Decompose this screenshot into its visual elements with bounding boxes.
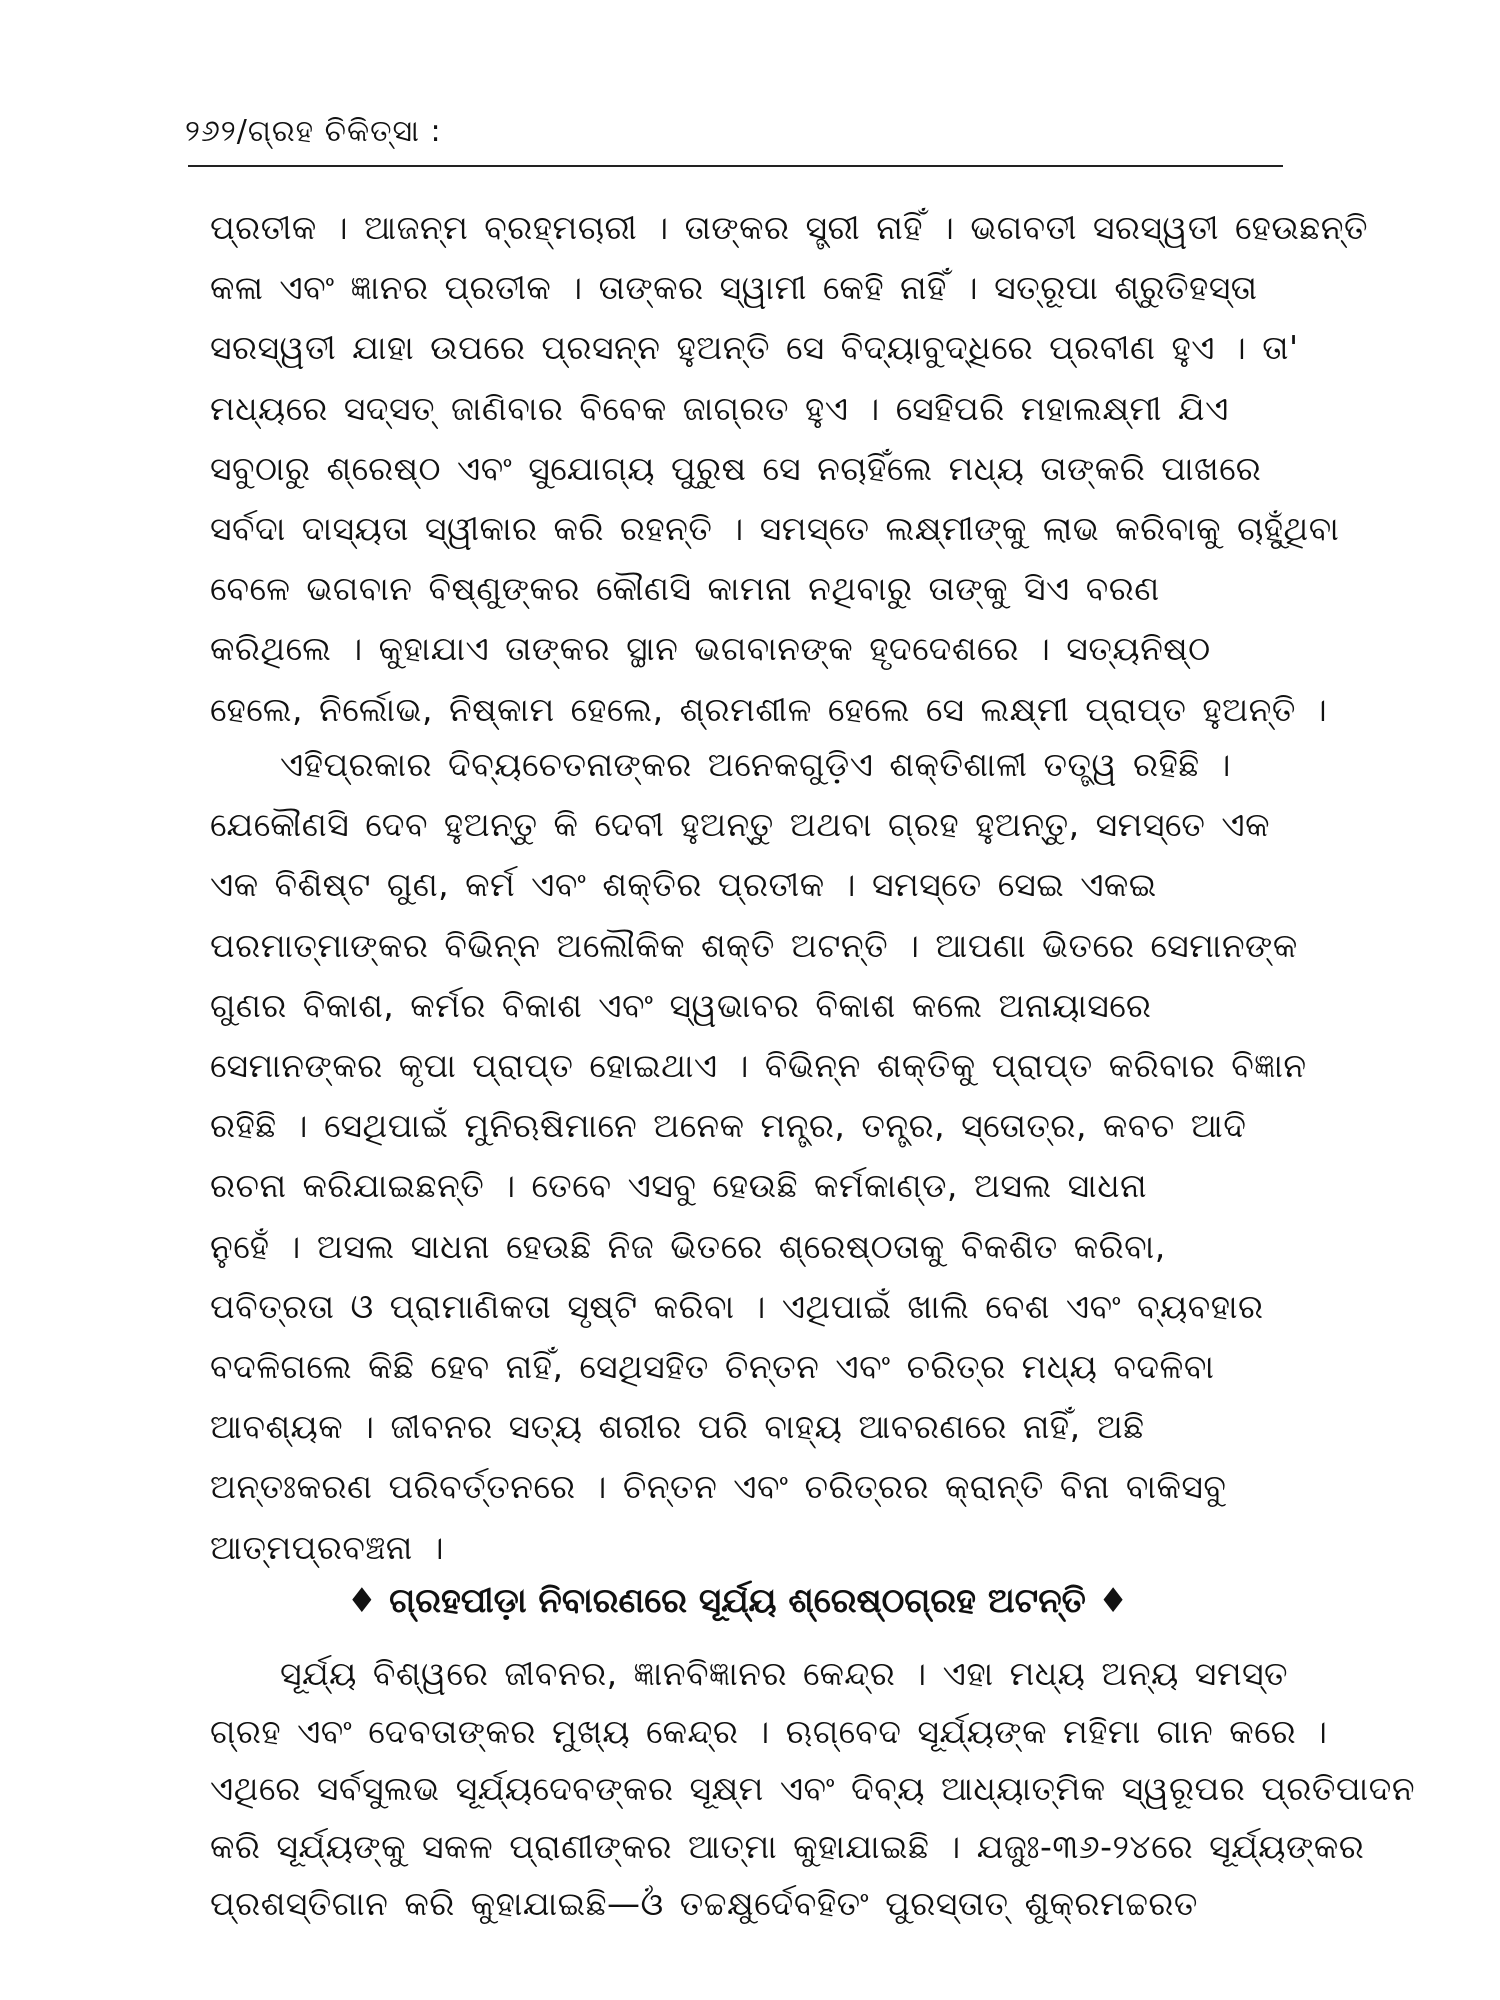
text-line: ପ୍ରଶସ୍ତିଗାନ କରି କୁହାଯାଇଛି—ଓଁ ତଚ୍ଚକ୍ଷୁର୍ଦେବହିତଂ ପୁରସ୍ତାତ୍ ଶୁକ୍ରମଚ୍ଚରତ [210, 1884, 1198, 1923]
text-line: ଗ୍ରହ ଏବଂ ଦେବତାଙ୍କର ମୁଖ୍ୟ କେନ୍ଦ୍ର । ଋଗ୍‌ବେଦ ସୂର୍ଯ୍ୟଙ୍କ ମହିମା ଗାନ କରେ । [210, 1711, 1328, 1751]
text-line: ଏହିପ୍ରକାର ଦିବ୍ୟଚେତନାଙ୍କର ଅନେକଗୁଡ଼ିଏ ଶକ୍ତିଶାଳୀ ତତ୍ତ୍ୱ ରହିଛି । [280, 745, 1231, 784]
text-line: କଳା ଏବଂ ଜ୍ଞାନର ପ୍ରତୀକ । ତାଙ୍କର ସ୍ୱାମୀ କେହି ନାହିଁ । ସତ୍‌ରୂପା ଶ୍ରୁତିହସ୍ତା [210, 268, 1258, 308]
text-line: ବଦଳିଗଲେ କିଛି ହେବ ନାହିଁ, ସେଥିସହିତ ଚିନ୍ତନ ଏବଂ ଚରିତ୍ର ମଧ୍ୟ ବଦଳିବା [210, 1347, 1215, 1387]
paragraph-2 [210, 735, 1307, 1578]
text-line: କରିଥିଲେ । କୁହାଯାଏ ତାଙ୍କର ସ୍ଥାନ ଭଗବାନଙ୍କ ହୃଦଦେଶରେ । ସତ୍ୟନିଷ୍ଠ [210, 629, 1211, 669]
text-line: ମଧ୍ୟରେ ସଦ୍‌ସତ୍ ଜାଣିବାର ବିବେକ ଜାଗ୍ରତ ହୁଏ । ସେହିପରି ମହାଲକ୍ଷ୍ମୀ ଯିଏ [210, 388, 1229, 428]
text-line: ସୂର୍ଯ୍ୟ ବିଶ୍ୱରେ ଜୀବନର, ଜ୍ଞାନବିଜ୍ଞାନର କେନ୍ଦ୍ର । ଏହା ମଧ୍ୟ ଅନ୍ୟ ସମସ୍ତ [280, 1654, 1289, 1693]
section-heading [210, 1576, 1265, 1626]
text-line: ନୁହେଁ । ଅସଲ ସାଧନା ହେଉଛି ନିଜ ଭିତରେ ଶ୍ରେଷ୍ଠତାକୁ ବିକଶିତ କରିବା, [210, 1226, 1166, 1266]
text-line: ଯେକୌଣସି ଦେବ ହୁଅନ୍ତୁ କି ଦେବୀ ହୁଅନ୍ତୁ ଅଥବା ଗ୍ରହ ହୁଅନ୍ତୁ, ସମସ୍ତେ ଏକ [210, 805, 1271, 845]
text-line: ଏକ ବିଶିଷ୍ଟ ଗୁଣ, କର୍ମ ଏବଂ ଶକ୍ତିର ପ୍ରତୀକ । ସମସ୍ତେ ସେଇ ଏକଇ [210, 865, 1157, 905]
section-heading-text: ଗ୍ରହପୀଡ଼ା ନିବାରଣରେ ସୂର୍ଯ୍ୟ ଶ୍ରେଷ୍ଠଗ୍ରହ ଅଟନ୍ତି [389, 1581, 1086, 1621]
header-divider [188, 165, 1283, 167]
text-line: ଅନ୍ତଃକରଣ ପରିବର୍ତ୍ତନରେ । ଚିନ୍ତନ ଏବଂ ଚରିତ୍ରର କ୍ରାନ୍ତି ବିନା ବାକିସବୁ [210, 1467, 1227, 1507]
text-line: ରଚନା କରିଯାଇଛନ୍ତି । ତେବେ ଏସବୁ ହେଉଛି କର୍ମକାଣ୍ଡ, ଅସଲ ସାଧନା [210, 1166, 1148, 1206]
text-line: ହେଲେ, ନିର୍ଲୋଭ, ନିଷ୍କାମ ହେଲେ, ଶ୍ରମଶୀଳ ହେଲେ ସେ ଲକ୍ଷ୍ମୀ ପ୍ରାପ୍ତ ହୁଅନ୍ତି । [210, 689, 1328, 729]
page-header [185, 112, 442, 152]
paragraph-3 [210, 1645, 1416, 1933]
diamond-bullet-icon: ♦ [346, 1581, 378, 1621]
text-line: ସର୍ବଦା ଦାସ୍ୟତା ସ୍ୱୀକାର କରି ରହନ୍ତି । ସମସ୍ତେ ଲକ୍ଷ୍ମୀଙ୍କୁ ଲାଭ କରିବାକୁ ଚାହୁଁଥିବା [210, 509, 1340, 549]
text-line: ଏଥିରେ ସର୍ବସୁଲଭ ସୂର୍ଯ୍ୟଦେବଙ୍କର ସୂକ୍ଷ୍ମ ଏବଂ ଦିବ୍ୟ ଆଧ୍ୟାତ୍ମିକ ସ୍ୱରୂପର ପ୍ରତିପାଦନ [210, 1769, 1416, 1808]
text-line: ପ୍ରତୀକ । ଆଜନ୍ମ ବ୍ରହ୍ମଚାରୀ । ତାଙ୍କର ସ୍ତ୍ରୀ ନାହିଁ । ଭଗବତୀ ସରସ୍ୱତୀ ହେଉଛନ୍ତି [210, 208, 1368, 247]
text-line: ପରମାତ୍ମାଙ୍କର ବିଭିନ୍ନ ଅଲୌକିକ ଶକ୍ତି ଅଟନ୍ତି । ଆପଣା ଭିତରେ ସେମାନଙ୍କ [210, 925, 1298, 965]
text-line: କରି ସୂର୍ଯ୍ୟଙ୍କୁ ସକଳ ପ୍ରାଣୀଙ୍କର ଆତ୍ମା କୁହାଯାଇଛି । ଯଜୁଃ-୩୬-୨୪ରେ ସୂର୍ଯ୍ୟଙ୍କର [210, 1826, 1365, 1866]
text-line: ଗୁଣର ବିକାଶ, କର୍ମର ବିକାଶ ଏବଂ ସ୍ୱଭାବର ବିକାଶ କଲେ ଅନାୟାସରେ [210, 985, 1152, 1025]
text-line: ସବୁଠାରୁ ଶ୍ରେଷ୍ଠ ଏବଂ ସୁଯୋଗ୍ୟ ପୁରୁଷ ସେ ନଚାହିଁଲେ ମଧ୍ୟ ତାଙ୍କରି ପାଖରେ [210, 448, 1262, 488]
text-line: ବେଳେ ଭଗବାନ ବିଷ୍ଣୁଙ୍କର କୌଣସି କାମନା ନଥିବାରୁ ତାଙ୍କୁ ସିଏ ବରଣ [210, 569, 1160, 609]
diamond-bullet-icon: ♦ [1097, 1581, 1129, 1621]
text-line: ଆବଶ୍ୟକ । ଜୀବନର ସତ୍ୟ ଶରୀର ପରି ବାହ୍ୟ ଆବରଣରେ ନାହିଁ, ଅଛି [210, 1407, 1145, 1447]
text-line: ପବିତ୍ରତା ଓ ପ୍ରାମାଣିକତା ସୃଷ୍ଟି କରିବା । ଏଥିପାଇଁ ଖାଲି ବେଶ ଏବଂ ବ୍ୟବହାର [210, 1286, 1264, 1326]
text-line: ସରସ୍ୱତୀ ଯାହା ଉପରେ ପ୍ରସନ୍ନ ହୁଅନ୍ତି ସେ ବିଦ୍ୟାବୁଦ୍ଧିରେ ପ୍ରବୀଣ ହୁଏ । ତା' [210, 328, 1299, 368]
page-number-and-book-title: ୨୬୨/ଗ୍ରହ ଚିକିତ୍ସା : [185, 114, 442, 149]
text-line: ରହିଛି । ସେଥିପାଇଁ ମୁନିଋଷିମାନେ ଅନେକ ମନ୍ତ୍ର, ତନ୍ତ୍ର, ସ୍ତୋତ୍ର, କବଚ ଆଦି [210, 1106, 1247, 1146]
text-line: ସେମାନଙ୍କର କୃପା ପ୍ରାପ୍ତ ହୋଇଥାଏ । ବିଭିନ୍ନ ଶକ୍ତିକୁ ପ୍ରାପ୍ତ କରିବାର ବିଜ୍ଞାନ [210, 1046, 1307, 1086]
text-line: ଆତ୍ମପ୍ରବଞ୍ଚନା । [210, 1527, 445, 1567]
paragraph-1 [210, 198, 1368, 740]
